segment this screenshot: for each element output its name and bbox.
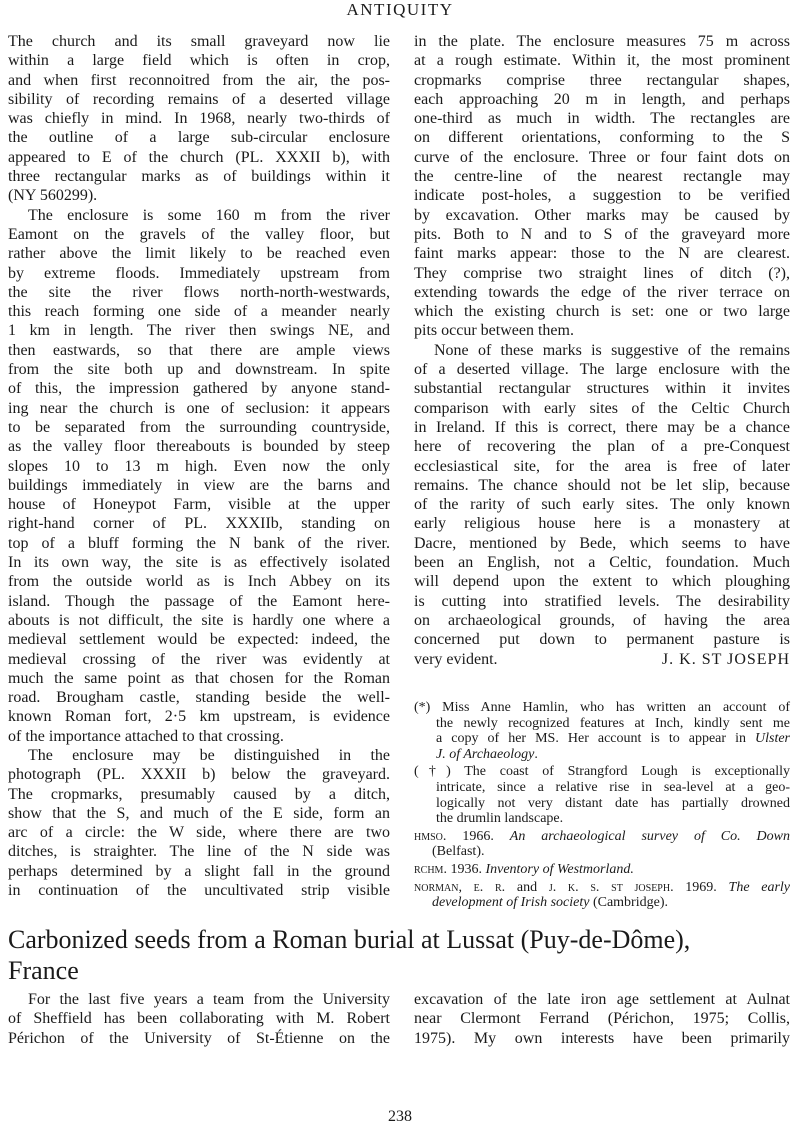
footnote-text: Ulster <box>755 731 790 747</box>
text-line: on different orientations, conforming to the S <box>414 129 790 147</box>
text-line: Périchon of the University of St-Étienne on the <box>8 1029 390 1047</box>
text-line: extending towards the edge of the river terrace on <box>414 283 790 301</box>
footnote-text: (*) Miss Anne Hamlin, who has written an account of <box>414 700 790 715</box>
page-number: 238 <box>388 1108 412 1125</box>
text-line: 1 km in length. The river then swings NE, and <box>8 322 390 340</box>
text-line: the outline of a large sub-circular enclosure <box>8 129 390 147</box>
text-line: concerned put down to permanent pasture is <box>414 631 790 649</box>
footnote-line <box>414 796 790 812</box>
text-line: The church and its small graveyard now lie <box>8 33 390 50</box>
text-line: Eamont on the gravels of the valley floor, but <box>8 225 390 243</box>
footnote-line <box>414 844 790 860</box>
text-line: near Clermont Ferrand (Périchon, 1975; Collis, <box>414 1010 790 1028</box>
article-title-line: Carbonized seeds from a Roman burial at Lussat (Puy-de-Dôme), <box>8 925 691 954</box>
text-line: island. Though the passage of the Eamont here- <box>8 592 390 610</box>
text-line: been an English, not a Celtic, foundation. Much <box>414 554 790 572</box>
text-line: from the outside world as is Inch Abbey on its <box>8 573 390 591</box>
text-line: buildings immediately in view are the barns and <box>8 476 390 494</box>
article-title <box>8 924 793 986</box>
text-line: is cutting into stratified levels. The desirability <box>414 592 790 610</box>
text-line: house of Honeypot Farm, visible at the upper <box>8 496 390 514</box>
text-line: right-hand corner of PL. XXXIIb, standing on <box>8 515 390 533</box>
footnote-line <box>414 716 790 732</box>
text-line: remains. The chance should not be let slip, because <box>414 476 790 494</box>
text-line <box>414 650 790 669</box>
text-line: the site the river flows north-north-westwards, <box>8 283 390 301</box>
text-line: of this, the impression gathered by anyone stand- <box>8 380 390 398</box>
footnote-line <box>414 731 790 747</box>
text-line: from the site both up and downstream. In spite <box>8 361 390 379</box>
text-line: substantial rectangular structures within it invites <box>414 380 790 398</box>
text-line: pits occur between them. <box>414 322 574 340</box>
text-line: appeared to E of the church (PL. XXXII b), with <box>8 148 390 166</box>
text-line: sibility of recording remains of a deserted village <box>8 90 390 108</box>
text-line: The enclosure is some 160 m from the river <box>28 206 390 224</box>
text-line: this reach forming one side of a meander nearly <box>8 303 390 321</box>
text-line: They comprise two straight lines of ditch (?), <box>414 264 790 282</box>
text-line: arc of a circle: the W side, where there are two <box>8 824 390 842</box>
text-line: indicate post-holes, a suggestion to be verified <box>414 187 790 205</box>
footnote-text: . 1936. <box>443 861 486 877</box>
text-line: and when first reconnoitred from the air, the pos- <box>8 71 390 89</box>
footnote-line <box>414 700 790 716</box>
text-line: here of recovering the plan of a pre-Conquest <box>414 438 790 456</box>
footnote-text: development of Irish society <box>432 895 590 911</box>
author-signature: J. K. ST JOSEPH <box>661 650 790 668</box>
text-line: three rectangular marks as of buildings within it <box>8 168 390 186</box>
footnotes <box>414 700 790 913</box>
left-column <box>8 32 390 900</box>
text-line: in Ireland. If this is correct, there may be a chance <box>414 418 790 436</box>
footnote-text: . <box>534 746 538 762</box>
text-line: faint marks appear: those to the N are clearest. <box>414 245 790 263</box>
footnote-line <box>414 862 790 878</box>
footnote-text: j. k. s. st joseph <box>548 879 671 895</box>
text-line: The enclosure may be distinguished in the <box>28 746 390 764</box>
text-line: excavation of the late iron age settlement at Aulnat <box>414 991 790 1008</box>
footnote-line <box>414 747 790 763</box>
text-line: In its own way, the site is as effectively isolated <box>8 554 390 572</box>
text-line: None of these marks is suggestive of the remains <box>434 341 790 359</box>
text-line: was chiefly in mind. In 1968, nearly two-thirds of <box>8 110 390 128</box>
text-line: of a deserted village. The large enclosure with the <box>414 361 790 379</box>
footnote-line <box>414 811 790 827</box>
text-line: within a large field which is often in crop, <box>8 52 390 70</box>
text-line: as the valley floor thereabouts is bounded by steep <box>8 438 390 456</box>
text-line: ditches, is straighter. The line of the N side was <box>8 843 390 861</box>
footnote-text: (†) The coast of Strangford Lough is exceptionally <box>414 764 790 780</box>
article-left-column <box>8 990 390 1048</box>
article-title-line: France <box>8 956 79 985</box>
footnote-text: . 1969. <box>670 879 729 895</box>
text-line: much the same point as that chosen for the Roman <box>8 669 390 687</box>
footnote-text: . 1966. <box>442 828 510 844</box>
footnote-line <box>414 764 790 780</box>
text-line: early religious house here is a monastery at <box>414 515 790 533</box>
footnote-text: logically not very distant date has partially drowned <box>436 795 790 811</box>
running-header: ANTIQUITY <box>346 0 454 19</box>
text-line: which the existing church is set: one or two large <box>414 303 790 321</box>
footnote-line <box>414 895 790 911</box>
text-line: show that the S, and much of the E side, form an <box>8 804 390 822</box>
text-line: by extreme floods. Immediately upstream from <box>8 264 390 282</box>
text-line: of Sheffield has been collaborating with M. Robert <box>8 1010 390 1028</box>
text-line: slopes 10 to 13 m high. Even now the only <box>8 457 390 475</box>
footnote-text: An archaeological survey of Co. Down <box>509 828 791 844</box>
text-line: in continuation of the uncultivated strip visible <box>8 882 390 900</box>
text-line: in the plate. The enclosure measures 75 m across <box>414 33 790 50</box>
text-line: of the importance attached to that crossing. <box>8 727 284 745</box>
footnote-text: the drumlin landscape. <box>436 811 564 827</box>
text-line: of the rarity of such early sites. The only known <box>414 496 790 514</box>
text-line: at a rough estimate. Within it, the most prominent <box>414 52 790 70</box>
footnote-line <box>414 880 790 896</box>
text-fragment: very evident. <box>414 650 498 668</box>
footnote <box>414 700 790 762</box>
text-line: (NY 560299). <box>8 187 98 205</box>
text-line: known Roman fort, 2·5 km upstream, is evidence <box>8 708 390 726</box>
text-line: 1975). My own interests have been primarily <box>414 1029 790 1047</box>
text-line: comparison with early sites of the Celtic Church <box>414 399 790 417</box>
text-line: road. Brougham castle, standing beside the well- <box>8 689 390 707</box>
text-line: by excavation. Other marks may be caused by <box>414 206 790 224</box>
text-line: ing near the church is one of seclusion: it appears <box>8 399 390 417</box>
text-line: abouts is not difficult, the site is hardly one where a <box>8 611 390 629</box>
text-line: For the last five years a team from the University <box>28 991 390 1008</box>
text-line: each approaching 20 m in length, and perhaps <box>414 90 790 108</box>
footnote-text: and <box>505 879 549 895</box>
text-line: photograph (PL. XXXII b) below the graveyard. <box>8 766 390 784</box>
text-line: will depend upon the extent to which ploughing <box>414 573 790 591</box>
footnote-text: norman, e. r. <box>414 879 506 895</box>
text-line: on archaeological grounds, of having the area <box>414 611 790 629</box>
text-line: the centre-line of the nearest rectangle may <box>414 168 790 186</box>
footnote-text: the newly recognized features at Inch, kindly sent me <box>436 715 790 731</box>
footnote-line <box>414 780 790 796</box>
text-line: The cropmarks, presumably caused by a ditch, <box>8 785 390 803</box>
text-line: cropmarks comprise three rectangular shapes, <box>414 71 790 89</box>
right-column <box>414 32 790 669</box>
footnote-line <box>414 829 790 845</box>
text-line: curve of the enclosure. Three or four faint dots on <box>414 148 790 166</box>
text-line: Dacre, mentioned by Bede, which seems to have <box>414 534 790 552</box>
text-line: then eastwards, so that there are ample views <box>8 341 390 359</box>
footnote-text: (Cambridge). <box>589 895 668 911</box>
text-line: medieval settlement would be expected: indeed, the <box>8 631 390 649</box>
footnote <box>414 829 790 860</box>
footnote <box>414 764 790 826</box>
text-line: to be separated from the surrounding countryside, <box>8 418 390 436</box>
text-line: ecclesiastical site, for the area is free of later <box>414 457 790 475</box>
footnote-text: The early <box>728 879 791 895</box>
footnote-text: hmso <box>414 828 443 844</box>
footnote-text: J. of Archaeology <box>436 746 535 762</box>
text-line: perhaps determined by a slight fall in the ground <box>8 862 390 880</box>
text-line: top of a bluff forming the N bank of the river. <box>8 534 390 552</box>
footnote-text: rchm <box>414 861 444 877</box>
footnote-text: intricate, since a relative rise in sea-level at a geo- <box>436 779 790 795</box>
text-line: pits. Both to N and to S of the graveyard more <box>414 225 790 243</box>
footnote <box>414 880 790 911</box>
text-line: medieval crossing of the river was evidently at <box>8 650 390 668</box>
footnote-text: Inventory of Westmorland. <box>485 861 634 877</box>
text-line: rather above the limit likely to be reached even <box>8 245 390 263</box>
article-right-column <box>414 990 790 1048</box>
footnote <box>414 862 790 878</box>
footnote-text: (Belfast). <box>432 844 485 860</box>
footnote-text: a copy of her MS. Her account is to appear in <box>436 731 755 747</box>
text-line: one-third as much in width. The rectangles are <box>414 110 790 128</box>
